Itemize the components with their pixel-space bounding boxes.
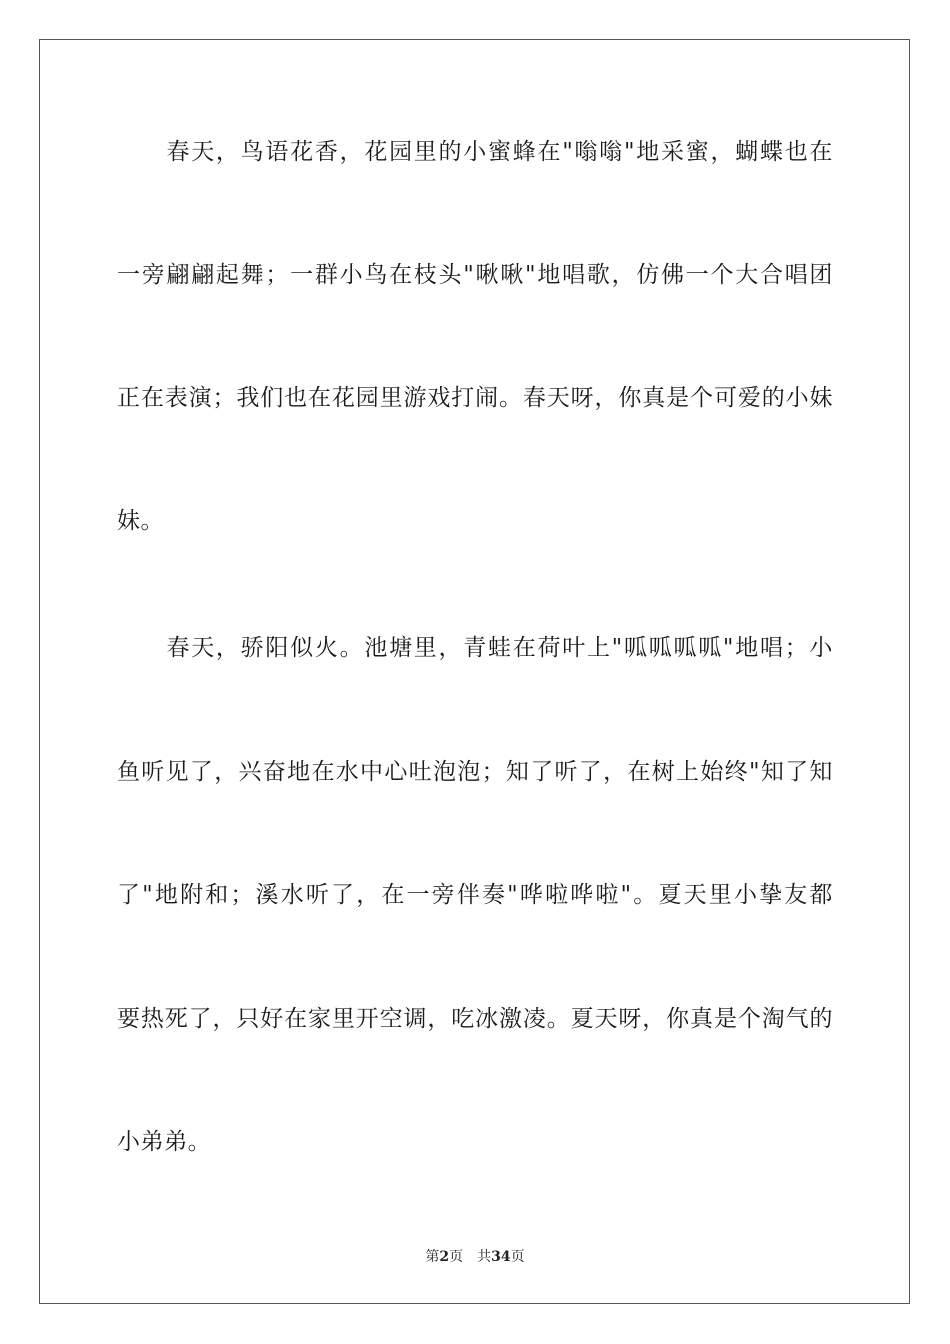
paragraph-2-line-4: 要热死了，只好在家里开空调，吃冰激凌。夏天呀，你真是个淘气的: [117, 1006, 833, 1032]
page-border: [39, 39, 910, 1304]
total-pages-label: [477, 1249, 524, 1265]
paragraph-1-line-4: 妹。: [117, 508, 165, 534]
page-label: [425, 1249, 463, 1265]
page-number: 2: [439, 1249, 450, 1265]
paragraph-1-line-3: 正在表演；我们也在花园里游戏打闹。春天呀，你真是个可爱的小妹: [117, 385, 833, 411]
page-suffix: 页: [449, 1249, 464, 1265]
page-footer: [0, 1248, 950, 1266]
paragraph-1-line-1: 春天，鸟语花香，花园里的小蜜蜂在"嗡嗡"地采蜜，蝴蝶也在: [117, 139, 833, 165]
total-prefix: 共: [477, 1249, 492, 1265]
page-prefix: 第: [425, 1249, 440, 1265]
paragraph-1-line-2: 一旁翩翩起舞；一群小鸟在枝头"啾啾"地唱歌，仿佛一个大合唱团: [117, 262, 833, 288]
total-suffix: 页: [510, 1249, 525, 1265]
paragraph-2-line-1: 春天，骄阳似火。池塘里，青蛙在荷叶上"呱呱呱呱"地唱；小: [117, 635, 833, 661]
paragraph-2-line-3: 了"地附和；溪水听了，在一旁伴奏"哗啦哗啦"。夏天里小挚友都: [117, 882, 833, 908]
paragraph-2-line-5: 小弟弟。: [117, 1129, 212, 1155]
total-pages: 34: [491, 1249, 511, 1265]
paragraph-2-line-2: 鱼听见了，兴奋地在水中心吐泡泡；知了听了，在树上始终"知了知: [117, 759, 833, 785]
